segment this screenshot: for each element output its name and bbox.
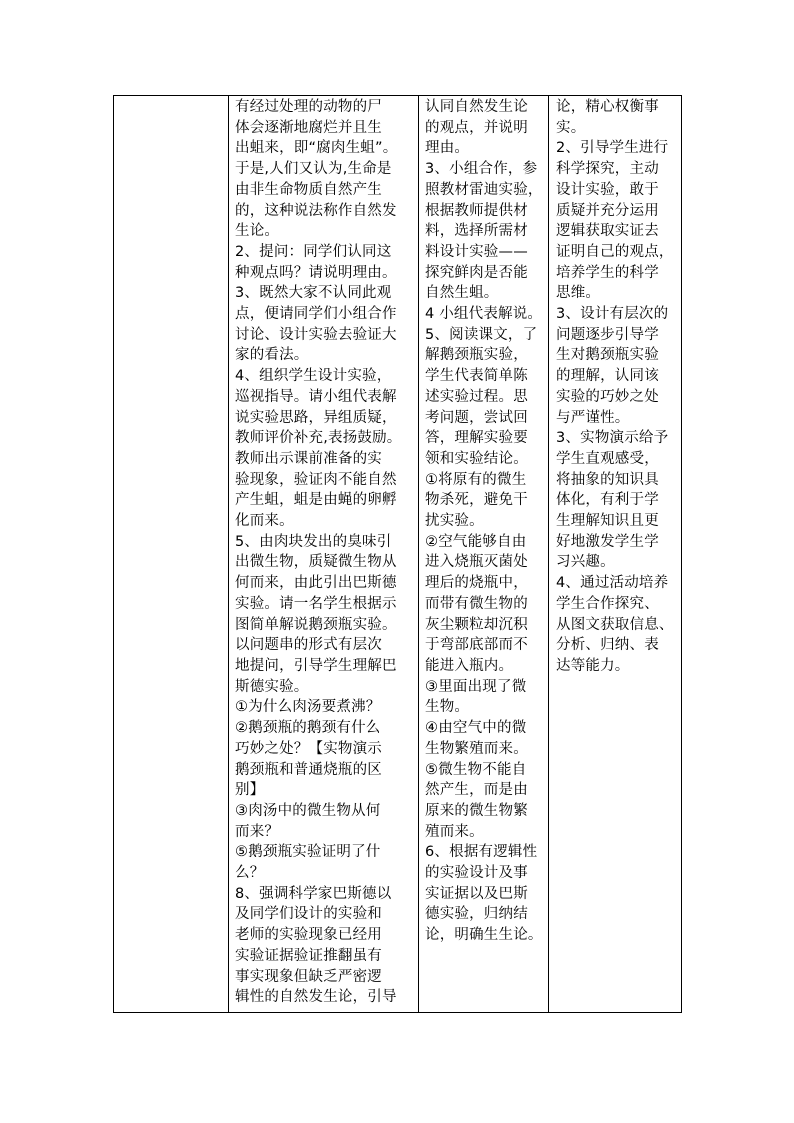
text-line: 能进入瓶内。 (425, 657, 514, 674)
teacher-activity-text (229, 96, 418, 1008)
text-line: 巡视指导。请小组代表解 (235, 388, 397, 405)
text-line: ①为什么肉汤要煮沸？ (235, 699, 381, 716)
design-intent-text (549, 96, 681, 677)
text-line: 证明自己的观点， (556, 243, 674, 260)
text-line: 体会逐渐地腐烂并且生 (235, 119, 382, 136)
text-line: ④由空气中的微 (425, 720, 527, 737)
text-line: 点，便请同学们小组合作 (235, 306, 397, 323)
lesson-plan-table (113, 95, 682, 1013)
table-cell-design-intent (549, 96, 682, 1013)
text-line: 思维。 (556, 285, 601, 302)
text-line: 5、由肉块发出的臭味引 (235, 533, 392, 550)
text-line: 然产生，而是由 (425, 782, 528, 799)
text-line: 于弯部底部而不 (425, 637, 528, 654)
text-line: 事实现象但缺乏严密逻 (235, 968, 382, 985)
text-line: 与严谨性。 (556, 409, 630, 426)
text-line: 生物繁殖而来。 (425, 740, 528, 757)
text-line: 学生合作探究、 (556, 595, 659, 612)
text-line: 考问题，尝试回 (425, 409, 528, 426)
text-line: 斯德实验。 (235, 678, 309, 695)
text-line: 殖而来。 (425, 823, 484, 840)
text-line: 学生代表简单陈 (425, 368, 528, 385)
text-line: ③里面出现了微 (425, 678, 527, 695)
text-line: 地提问，引导学生理解巴 (235, 657, 397, 674)
text-line: 培养学生的科学 (556, 264, 659, 281)
text-line: 设计实验，敢于 (556, 181, 659, 198)
text-line: 学生直观感受， (556, 450, 659, 467)
text-line: 生论。 (235, 223, 280, 240)
text-line: 实验的巧妙之处 (556, 388, 659, 405)
text-line: 老师的实验现象已经用 (235, 927, 382, 944)
text-line: 灰尘颗粒却沉积 (425, 616, 528, 633)
text-line: 以问题串的形式有层次 (235, 637, 382, 654)
text-line: 论，明确生生论。 (425, 927, 543, 944)
table-cell-empty (114, 96, 229, 1013)
text-line: 根据教师提供材 (425, 202, 528, 219)
text-line: 料设计实验—— (425, 243, 528, 260)
text-line: 有经过处理的动物的尸 (235, 99, 382, 115)
text-line: 巧妙之处？【实物演示 (235, 740, 382, 757)
text-line: 达等能力。 (556, 657, 630, 674)
text-line: 验现象，验证肉不能自然 (235, 471, 397, 488)
text-line: 别】 (235, 782, 265, 799)
text-line: 而来？ (235, 823, 280, 840)
text-line: 认同自然发生论 (425, 99, 528, 115)
text-line: 3、设计有层次的 (556, 306, 669, 323)
text-line: 何而来，由此引出巴斯德 (235, 575, 397, 592)
text-line: 述实验过程。思 (425, 388, 528, 405)
text-line: 产生蛆，蛆是由蝇的卵孵 (235, 492, 397, 509)
text-line: 4 小组代表解说。 (425, 306, 543, 323)
text-line: 体化，有利于学 (556, 492, 659, 509)
text-line: 料，选择所需材 (425, 223, 528, 240)
text-line: 答，理解实验要 (425, 430, 528, 447)
text-line: 生理解知识且更 (556, 513, 659, 530)
text-line: 实验。请一名学生根据示 (235, 595, 397, 612)
text-line: 的，这种说法称作自然发 (235, 202, 397, 219)
text-line: 的实验设计及事 (425, 865, 528, 882)
text-line: 讨论、设计实验去验证大 (235, 326, 397, 343)
text-line: 于是,人们又认为,生命是 (235, 161, 392, 178)
text-line: 鹅颈瓶和普通烧瓶的区 (235, 761, 382, 778)
text-line: 质疑并充分运用 (556, 202, 659, 219)
text-line: 及同学们设计的实验和 (235, 906, 382, 923)
text-line: ②鹅颈瓶的鹅颈有什么 (235, 720, 381, 737)
text-line: 出蛆来，即“腐肉生蛆”。 (235, 140, 398, 157)
text-line: 3、小组合作，参 (425, 161, 538, 178)
text-line: 德实验，归纳结 (425, 906, 528, 923)
text-line: 的观点，并说明 (425, 119, 528, 136)
text-line: 实。 (556, 119, 586, 136)
text-line: ②空气能够自由 (425, 533, 527, 550)
text-line: 生对鹅颈瓶实验 (556, 347, 659, 364)
text-line: 习兴趣。 (556, 554, 615, 571)
text-line: 物杀死，避免干 (425, 492, 528, 509)
text-line: 分析、归纳、表 (556, 637, 659, 654)
table-cell-teacher-activity (229, 96, 419, 1013)
text-line: 3、实物演示给予 (556, 430, 669, 447)
text-line: 8、强调科学家巴斯德以 (235, 885, 392, 902)
text-line: 而带有微生物的 (425, 595, 528, 612)
text-line: 好地激发学生学 (556, 533, 659, 550)
text-line: 家的看法。 (235, 347, 309, 364)
text-line: 进入烧瓶灭菌处 (425, 554, 528, 571)
text-line: 生物。 (425, 699, 470, 716)
text-line: 从图文获取信息、 (556, 616, 674, 633)
text-line: 2、提问：同学们认同这 (235, 243, 392, 260)
text-line: 6、根据有逻辑性 (425, 844, 538, 861)
text-line: 4、组织学生设计实验， (235, 368, 392, 385)
student-activity-text (419, 96, 548, 946)
text-line: 将抽象的知识具 (556, 471, 659, 488)
text-line: 4、通过活动培养 (556, 575, 669, 592)
text-line: 辑性的自然发生论，引导 (235, 989, 397, 1006)
text-line: 说实验思路，异组质疑， (235, 409, 397, 426)
text-line: ③肉汤中的微生物从何 (235, 802, 381, 819)
text-line: 的理解，认同该 (556, 368, 659, 385)
text-line: 论，精心权衡事 (556, 99, 659, 115)
text-line: 扰实验。 (425, 513, 484, 530)
text-line: 照教材雷迪实验， (425, 181, 543, 198)
text-line: 原来的微生物繁 (425, 802, 528, 819)
text-line: 由非生命物质自然产生 (235, 181, 382, 198)
text-line: 2、引导学生进行 (556, 140, 669, 157)
text-line: 问题逐步引导学 (556, 326, 659, 343)
text-line: 图简单解说鹅颈瓶实验。 (235, 616, 397, 633)
text-line: 领和实验结论。 (425, 450, 528, 467)
text-line: 逻辑获取实证去 (556, 223, 659, 240)
text-line: 种观点吗？请说明理由。 (235, 264, 397, 281)
text-line: 自然生蛆。 (425, 285, 499, 302)
text-line: 实证据以及巴斯 (425, 885, 528, 902)
text-line: ①将原有的微生 (425, 471, 527, 488)
text-line: 化而来。 (235, 513, 294, 530)
text-line: 教师评价补充,表扬鼓励。 (235, 430, 402, 447)
text-line: 么？ (235, 865, 265, 882)
text-line: ⑤微生物不能自 (425, 761, 527, 778)
text-line: 理后的烧瓶中， (425, 575, 528, 592)
text-line: 探究鲜肉是否能 (425, 264, 528, 281)
table-cell-student-activity (419, 96, 549, 1013)
text-line: 出微生物，质疑微生物从 (235, 554, 397, 571)
text-line: 科学探究，主动 (556, 161, 659, 178)
text-line: 5、阅读课文，了 (425, 326, 538, 343)
text-line: 理由。 (425, 140, 470, 157)
text-line: 实验证据验证推翻虽有 (235, 947, 382, 964)
text-line: 解鹅颈瓶实验， (425, 347, 528, 364)
table-row (114, 96, 682, 1013)
text-line: ⑤鹅颈瓶实验证明了什 (235, 844, 381, 861)
text-line: 3、既然大家不认同此观 (235, 285, 392, 302)
text-line: 教师出示课前准备的实 (235, 450, 382, 467)
